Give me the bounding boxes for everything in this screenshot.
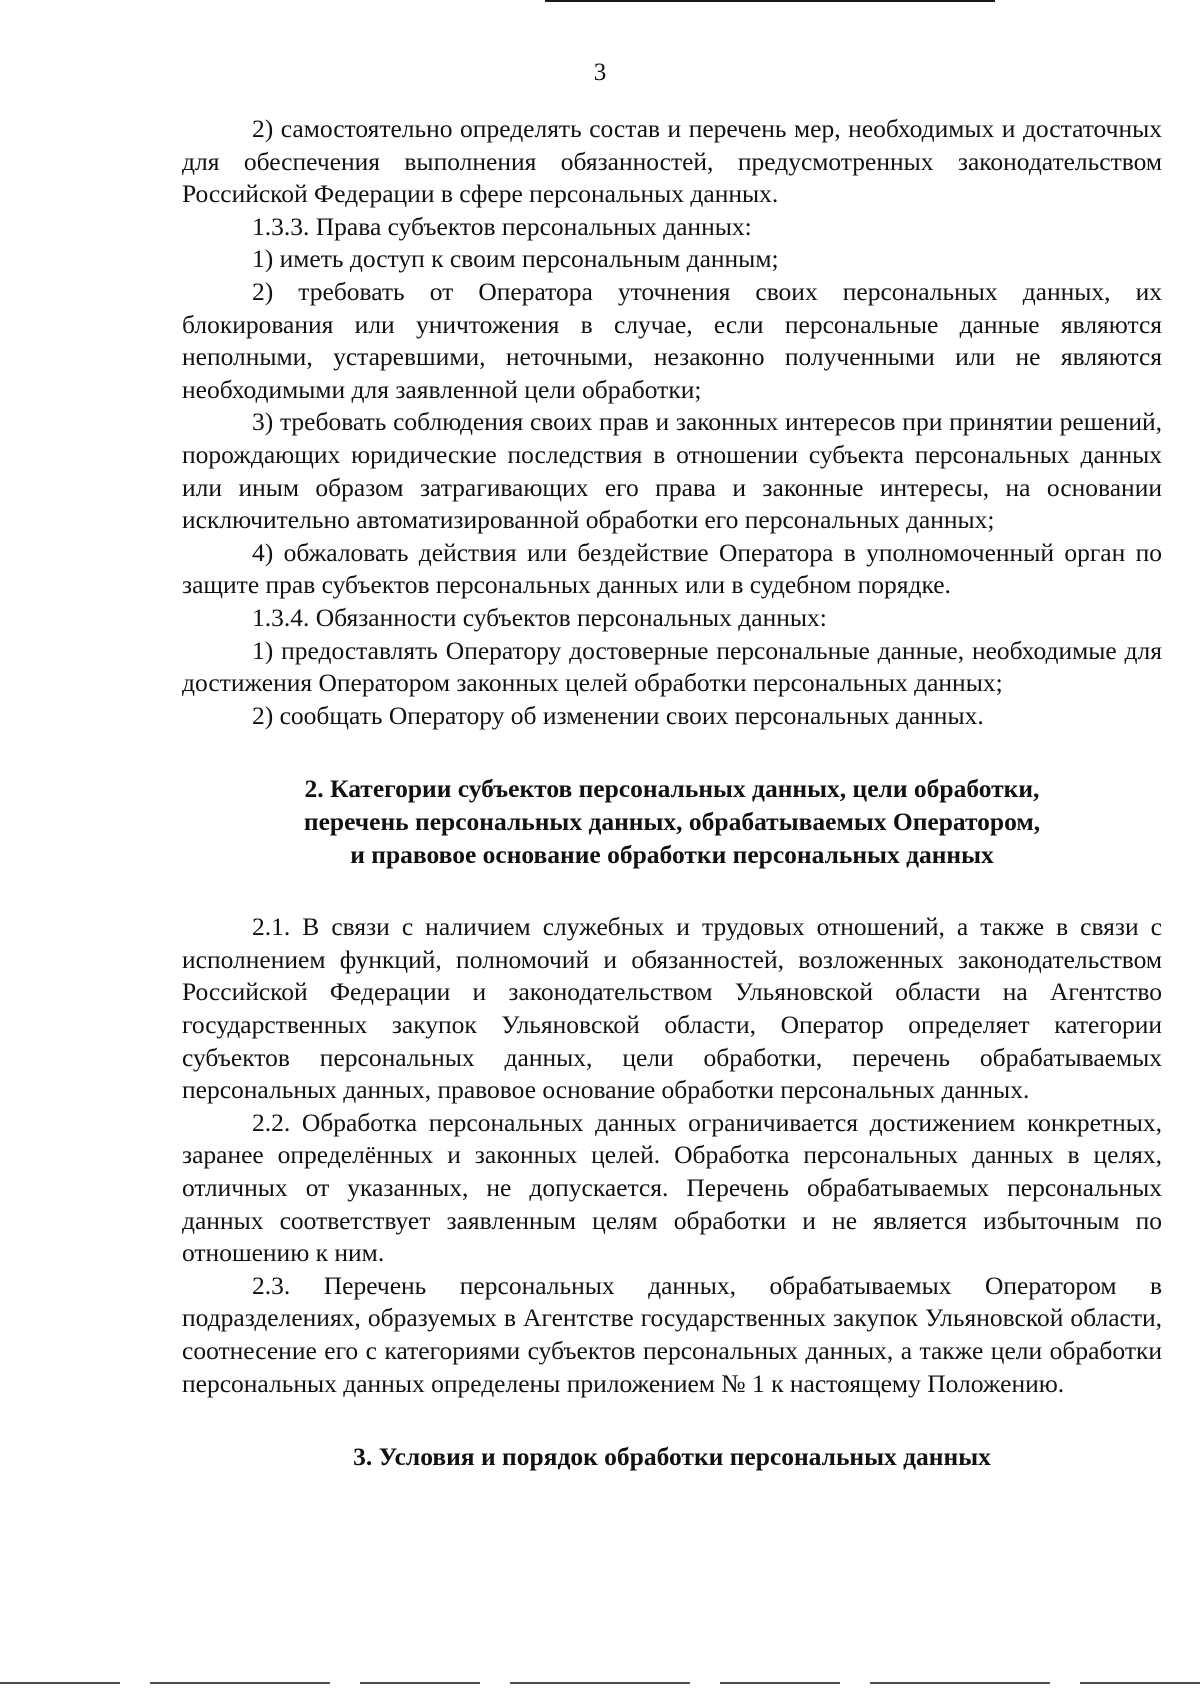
document-body	[182, 113, 1162, 1473]
paragraph: 1.3.4. Обязанности субъектов персональных данных:	[252, 602, 827, 632]
heading-line: и правовое основание обработки персональных данных	[350, 840, 994, 870]
paragraph: 4) обжаловать действия или бездействие Оператора в уполномоченный орган по защите прав субъектов персональных данных или в судебном порядке.	[182, 537, 1162, 600]
paragraph: 1.3.3. Права субъектов персональных данных:	[252, 211, 752, 241]
page-number: 3	[593, 59, 607, 86]
paragraph: 2) сообщать Оператору об изменении своих персональных данных.	[252, 700, 984, 730]
paragraph: 2.3. Перечень персональных данных, обрабатываемых Оператором в подразделениях, образуемых в Агентстве государственных закупок Ульяновской области, соотнесение его с категориями субъектов персональных данных, а также цели обработки персональных данных определены приложением № 1 к настоящему Положению.	[182, 1270, 1162, 1398]
section-2-body	[182, 911, 1162, 1400]
scan-edge-line-bottom	[0, 1682, 1200, 1684]
scan-edge-line-top	[545, 0, 995, 2]
paragraph: 2) самостоятельно определять состав и перечень мер, необходимых и достаточных для обеспечения выполнения обязанностей, предусмотренных законодательством Российской Федерации в сфере персональных данных.	[182, 114, 1162, 209]
section-3-heading: 3. Условия и порядок обработки персональных данных	[353, 1442, 991, 1472]
heading-line: перечень персональных данных, обрабатываемых Оператором,	[303, 807, 1041, 837]
paragraph: 1) иметь доступ к своим персональным данным;	[252, 244, 779, 274]
paragraph: 2.1. В связи с наличием служебных и трудовых отношений, а также в связи с исполнением функций, полномочий и обязанностей, возложенных законодательством Российской Федерации и законодательством Ульяновской области на Агентство государственных закупок Ульяновской области, Оператор определяет категории субъектов персональных данных, цели обработки, перечень обрабатываемых персональных данных, правовое основание обработки персональных данных.	[182, 912, 1162, 1105]
paragraph: 3) требовать соблюдения своих прав и законных интересов при принятии решений, порождающих юридические последствия в отношении субъекта персональных данных или иным образом затрагивающих его права и законные интересы, на основании исключительно автоматизированной обработки его персональных данных;	[182, 407, 1162, 535]
paragraph: 2) требовать от Оператора уточнения своих персональных данных, их блокирования или уничтожения в случае, если персональные данные являются неполными, устаревшими, неточными, незаконно полученными или не являются необходимыми для заявленной цели обработки;	[182, 276, 1162, 404]
heading-line: 2. Категории субъектов персональных данных, цели обработки,	[304, 774, 1040, 804]
paragraph: 1) предоставлять Оператору достоверные персональные данные, необходимые для достижения Оператором законных целей обработки персональных данных;	[182, 635, 1162, 698]
section-2-heading	[182, 772, 1162, 871]
paragraph: 2.2. Обработка персональных данных ограничивается достижением конкретных, заранее определённых и законных целей. Обработка персональных данных в целях, отличных от указанных, не допускается. Перечень обрабатываемых персональных данных соответствует заявленным целям обработки и не является избыточным по отношению к ним.	[182, 1107, 1162, 1268]
section-1-continuation	[182, 113, 1162, 732]
